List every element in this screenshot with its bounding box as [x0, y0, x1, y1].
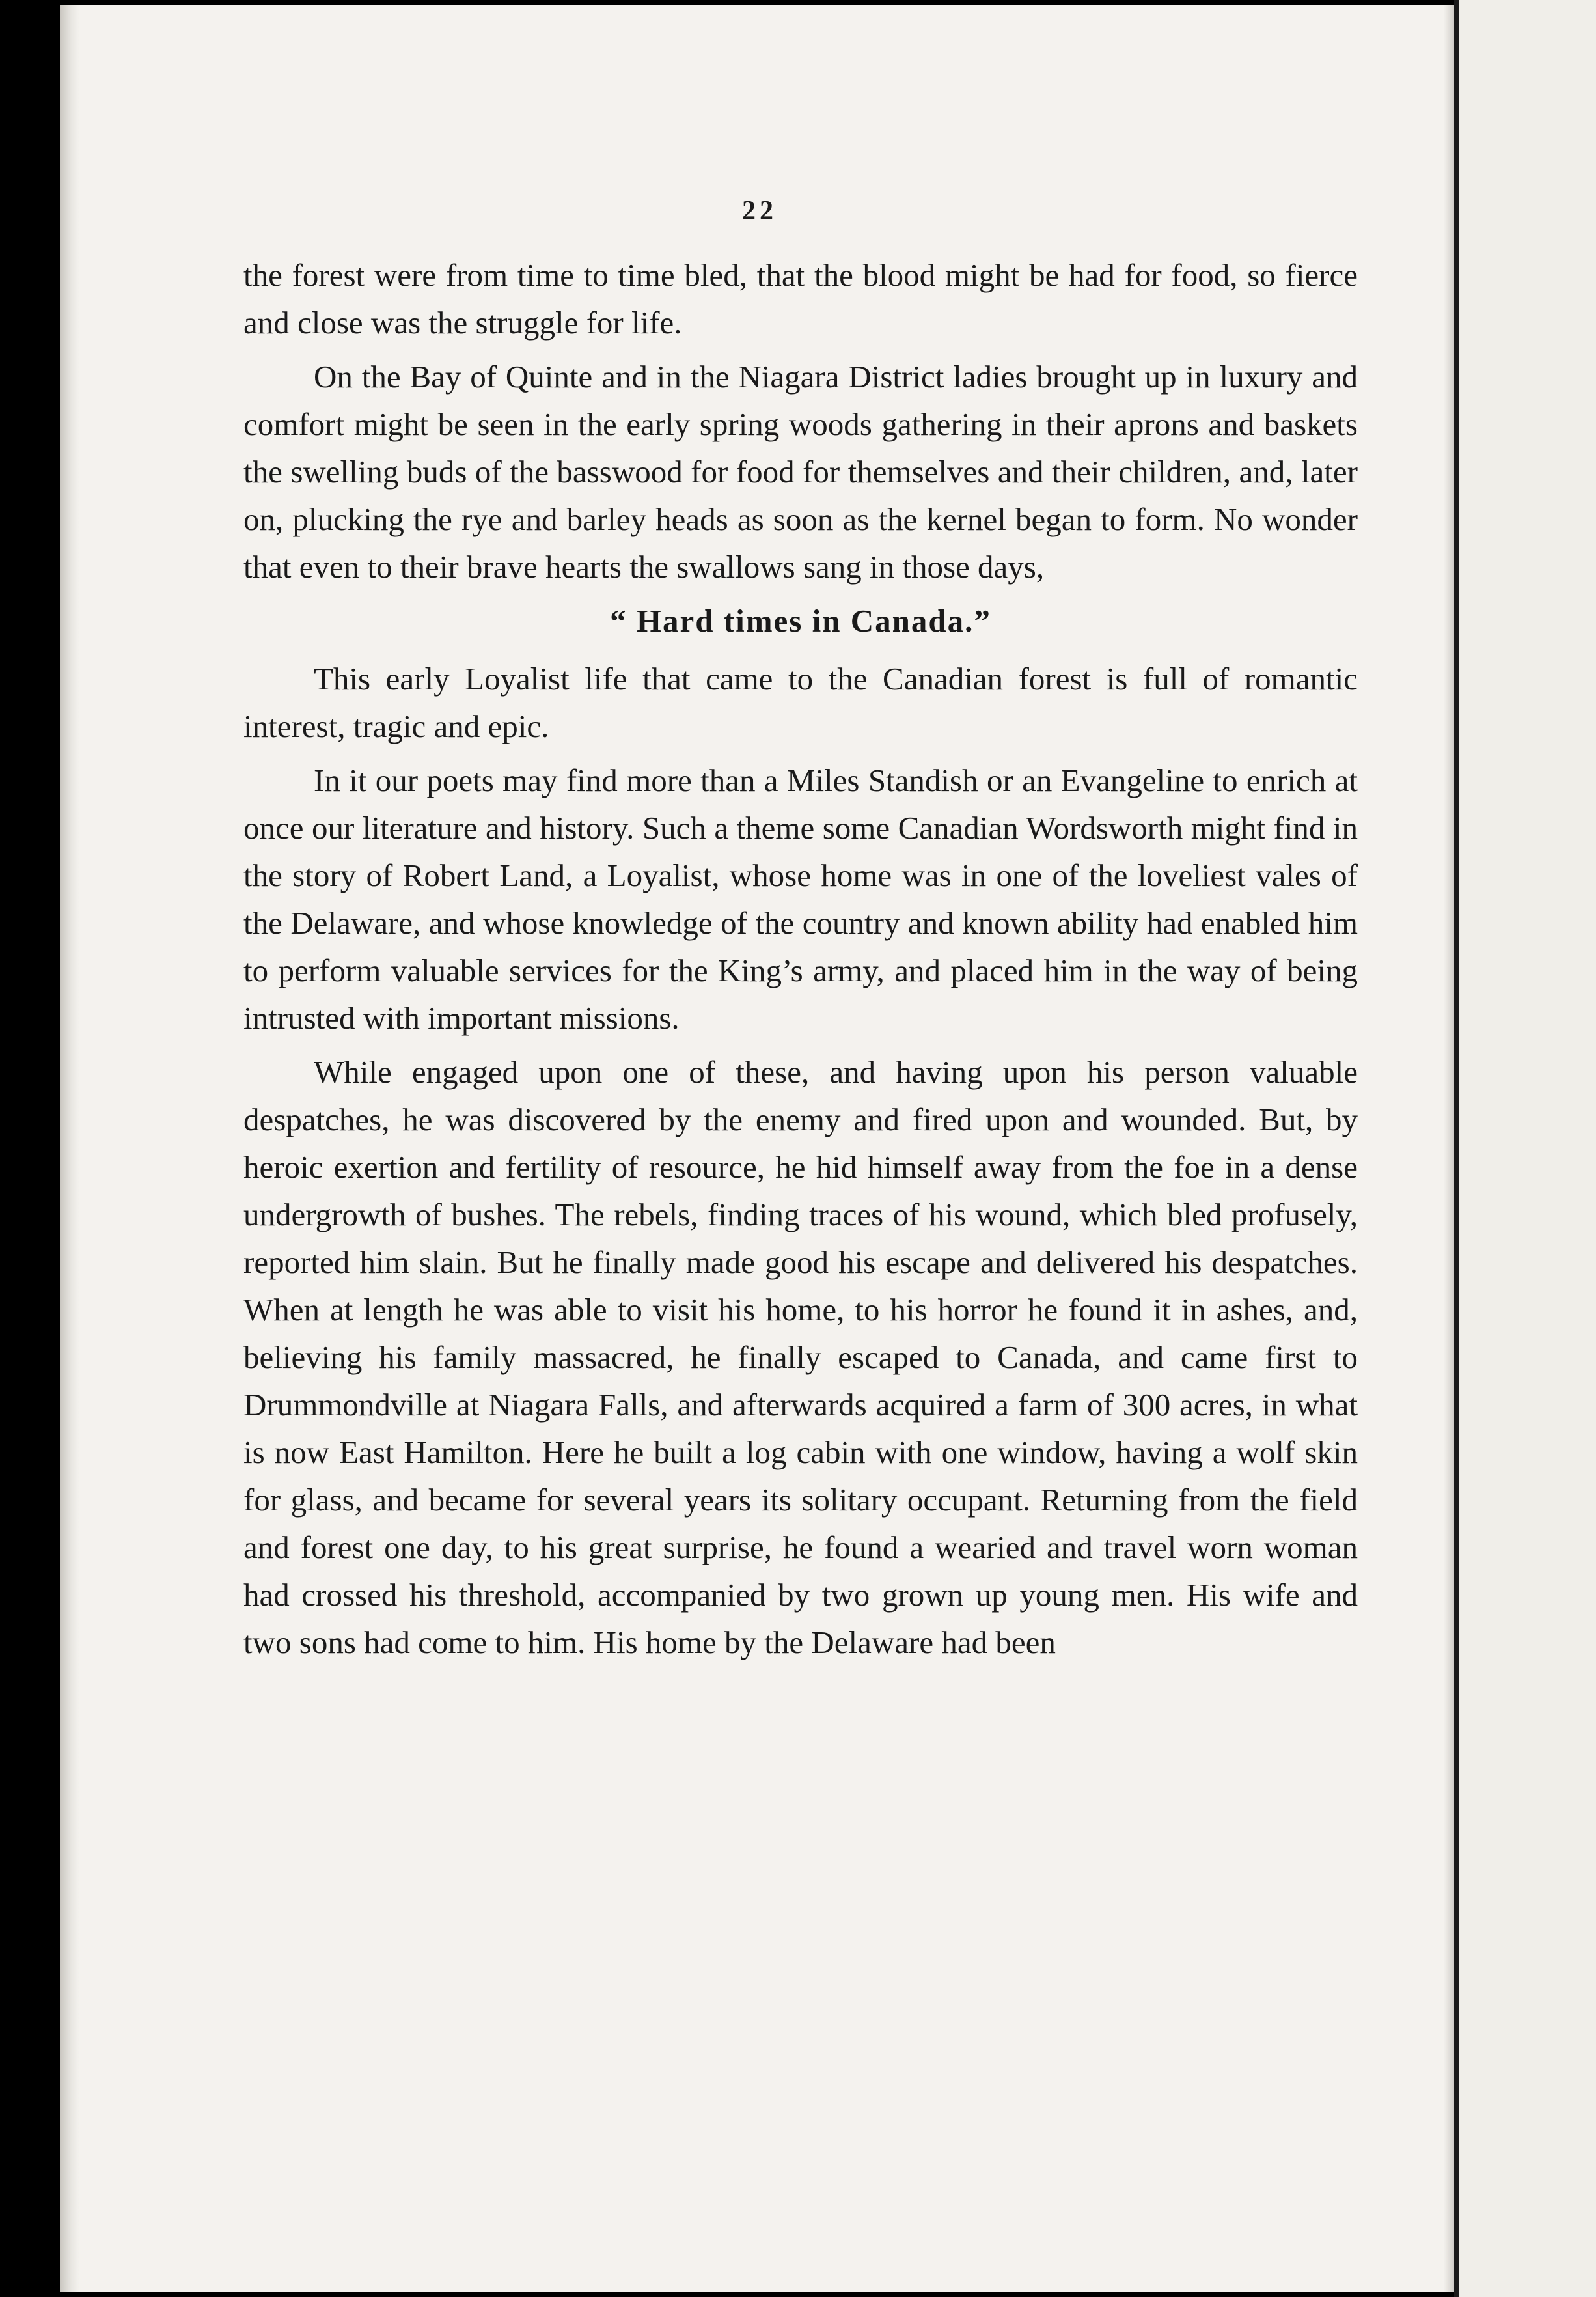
adjacent-page-edge: [1459, 0, 1596, 2297]
body-text: [243, 251, 1358, 1673]
book-page: [60, 5, 1459, 2292]
page-number: 22: [742, 196, 777, 226]
page-edge-left: [60, 5, 79, 2292]
paragraph-bay-of-quinte: On the Bay of Quinte and in the Niagara District ladies brought up in luxury and comfort might be seen in the early spring woods gathering in their aprons and baskets the swelling buds of the basswood for food for themselves and their children, and, later on, plucking the rye and barley heads as soon as the kernel began to form. No wonder that even to their brave hearts the swallows sang in those days,: [243, 359, 1358, 585]
paragraph-loyalist-life: This early Loyalist life that came to the Canadian forest is full of romantic interest, tragic and epic.: [243, 661, 1358, 744]
paragraph-continuation: the forest were from time to time bled, that the blood might be had for food, so fierce and close was the struggle for life.: [243, 257, 1358, 341]
paragraph-robert-land: In it our poets may find more than a Miles Standish or an Evangeline to enrich at once our literature and history. Such a theme some Canadian Wordsworth might find in the story of Robert Land, a Loyalist, whose home was in one of the loveliest vales of the Delaware, and whose knowledge of the country and known ability had enabled him to perform valuable services for the King’s army, and placed him in the way of being intrusted with important missions.: [243, 762, 1358, 1036]
quote-hard-times: “ Hard times in Canada.”: [610, 603, 991, 639]
paragraph-despatches: While engaged upon one of these, and having upon his person valuable despatches, he was discovered by the enemy and fired upon and wounded. But, by heroic exertion and fertility of resource, he hid himself away from the foe in a dense undergrowth of bushes. The rebels, finding traces of his wound, which bled profusely, reported him slain. But he finally made good his escape and delivered his despatches. When at length he was able to visit his home, to his horror he found it in ashes, and, believing his family massacred, he finally escaped to Canada, and came first to Drummondville at Niagara Falls, and afterwards acquired a farm of 300 acres, in what is now East Hamilton. Here he built a log cabin with one window, having a wolf skin for glass, and became for several years its solitary occupant. Returning from the field and forest one day, to his great surprise, he found a wearied and travel worn woman had crossed his threshold, accompanied by two grown up young men. His wife and two sons had come to him. His home by the Delaware had been: [243, 1054, 1358, 1660]
